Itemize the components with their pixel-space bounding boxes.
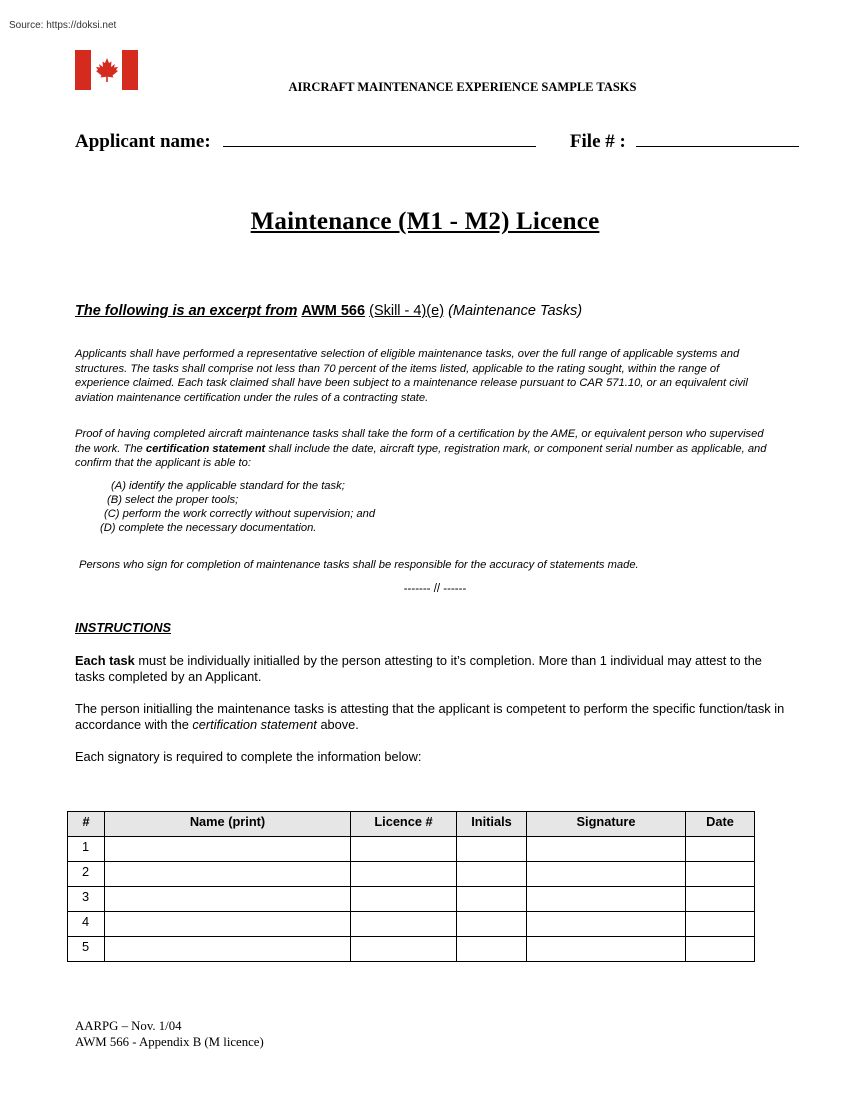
source-note: Source: https://doksi.net bbox=[9, 20, 117, 31]
name-cell[interactable] bbox=[105, 887, 351, 912]
section-separator: ------- // ------ bbox=[403, 583, 467, 595]
certification-statement-ref: certification statement bbox=[192, 716, 317, 732]
header-title: AIRCRAFT MAINTENANCE EXPERIENCE SAMPLE TASKS bbox=[288, 80, 637, 94]
licence-cell[interactable] bbox=[351, 837, 457, 862]
row-number: 3 bbox=[68, 887, 105, 912]
proof-paragraph bbox=[75, 427, 775, 471]
page-footer bbox=[75, 1019, 264, 1050]
each-task-term: Each task bbox=[75, 653, 135, 668]
signature-cell[interactable] bbox=[527, 862, 686, 887]
instruction-text-after: above. bbox=[320, 716, 359, 732]
excerpt-doc: AWM 566 bbox=[301, 303, 366, 319]
initials-cell[interactable] bbox=[457, 837, 527, 862]
requirements-paragraph: Applicants shall have performed a representative selection of eligible maintenance tasks, over the full range of applicable systems and structures. The tasks shall comprise not less than 70 percent of the items listed, applicable to the rating sought, within the range of experience claimed. Each task claimed shall have been subject to a maintenance release pursuant to CAR 571.10, or an equivalent civil aviation maintenance certification under the rules of a contracting state. bbox=[75, 348, 748, 404]
proof-text-before: Proof of having completed aircraft maintenance tasks shall take the form of a certification by the AME, or equivalent person who supervised the work. The bbox=[75, 428, 764, 455]
file-number-field[interactable] bbox=[636, 128, 799, 147]
responsibility-note: Persons who sign for completion of maintenance tasks shall be responsible for the accuracy of statements made. bbox=[79, 559, 639, 571]
page-title: Maintenance (M1 - M2) Licence bbox=[250, 208, 600, 235]
column-header-number: # bbox=[68, 812, 105, 837]
table-row bbox=[68, 862, 755, 887]
instruction-text: must be individually initialled by the person attesting to it’s completion. More than 1 individual may attest to the tasks completed by an Applicant. bbox=[75, 653, 762, 684]
date-cell[interactable] bbox=[686, 862, 755, 887]
licence-cell[interactable] bbox=[351, 887, 457, 912]
footer-line-1: AARPG – Nov. 1/04 bbox=[75, 1019, 182, 1033]
row-number: 4 bbox=[68, 912, 105, 937]
applicant-row bbox=[75, 128, 790, 153]
excerpt-topic: (Maintenance Tasks) bbox=[448, 303, 583, 319]
row-number: 5 bbox=[68, 937, 105, 962]
row-number: 1 bbox=[68, 837, 105, 862]
name-cell[interactable] bbox=[105, 837, 351, 862]
row-number: 2 bbox=[68, 862, 105, 887]
table-row bbox=[68, 937, 755, 962]
instructions-heading: INSTRUCTIONS bbox=[75, 620, 171, 635]
initials-cell[interactable] bbox=[457, 887, 527, 912]
date-cell[interactable] bbox=[686, 837, 755, 862]
condition-item: (A) identify the applicable standard for the task; bbox=[111, 480, 345, 492]
proof-text-after: shall include the date, aircraft type, registration mark, or component serial number as applicable, and confirm that the applicant is able to: bbox=[75, 442, 767, 470]
excerpt-line bbox=[75, 303, 582, 319]
date-cell[interactable] bbox=[686, 887, 755, 912]
certification-statement-term: certification statement bbox=[145, 442, 266, 455]
signatory-table bbox=[67, 811, 755, 962]
licence-cell[interactable] bbox=[351, 912, 457, 937]
instruction-text-before: The person initialling the maintenance tasks is attesting that the applicant is competent to perform the specific function/task in accordance with the bbox=[75, 701, 785, 732]
name-cell[interactable] bbox=[105, 862, 351, 887]
name-cell[interactable] bbox=[105, 937, 351, 962]
signature-cell[interactable] bbox=[527, 912, 686, 937]
applicant-name-field[interactable] bbox=[223, 128, 536, 147]
licence-cell[interactable] bbox=[351, 937, 457, 962]
initials-cell[interactable] bbox=[457, 937, 527, 962]
initials-cell[interactable] bbox=[457, 862, 527, 887]
excerpt-lead: The following is an excerpt from bbox=[75, 303, 298, 319]
signature-cell[interactable] bbox=[527, 887, 686, 912]
instruction-paragraph bbox=[75, 701, 787, 732]
column-header-name: Name (print) bbox=[105, 812, 351, 837]
name-cell[interactable] bbox=[105, 912, 351, 937]
signature-cell[interactable] bbox=[527, 937, 686, 962]
excerpt-ref: (Skill - 4)(e) bbox=[369, 303, 445, 319]
date-cell[interactable] bbox=[686, 912, 755, 937]
condition-item: (C) perform the work correctly without supervision; and bbox=[104, 508, 376, 520]
column-header-initials: Initials bbox=[457, 812, 527, 837]
licence-cell[interactable] bbox=[351, 862, 457, 887]
date-cell[interactable] bbox=[686, 937, 755, 962]
column-header-signature: Signature bbox=[527, 812, 686, 837]
table-row bbox=[68, 837, 755, 862]
file-number-label: File # : bbox=[569, 131, 626, 152]
column-header-date: Date bbox=[686, 812, 755, 837]
table-row bbox=[68, 912, 755, 937]
condition-item: (B) select the proper tools; bbox=[107, 494, 239, 506]
instruction-paragraph bbox=[75, 653, 787, 684]
column-header-licence: Licence # bbox=[351, 812, 457, 837]
signature-cell[interactable] bbox=[527, 837, 686, 862]
table-header-row bbox=[68, 812, 755, 837]
instruction-paragraph: Each signatory is required to complete the information below: bbox=[75, 749, 422, 764]
condition-item: (D) complete the necessary documentation. bbox=[100, 522, 317, 534]
footer-line-2: AWM 566 - Appendix B (M licence) bbox=[75, 1034, 264, 1049]
table-row bbox=[68, 887, 755, 912]
initials-cell[interactable] bbox=[457, 912, 527, 937]
applicant-name-label: Applicant name: bbox=[75, 131, 211, 152]
